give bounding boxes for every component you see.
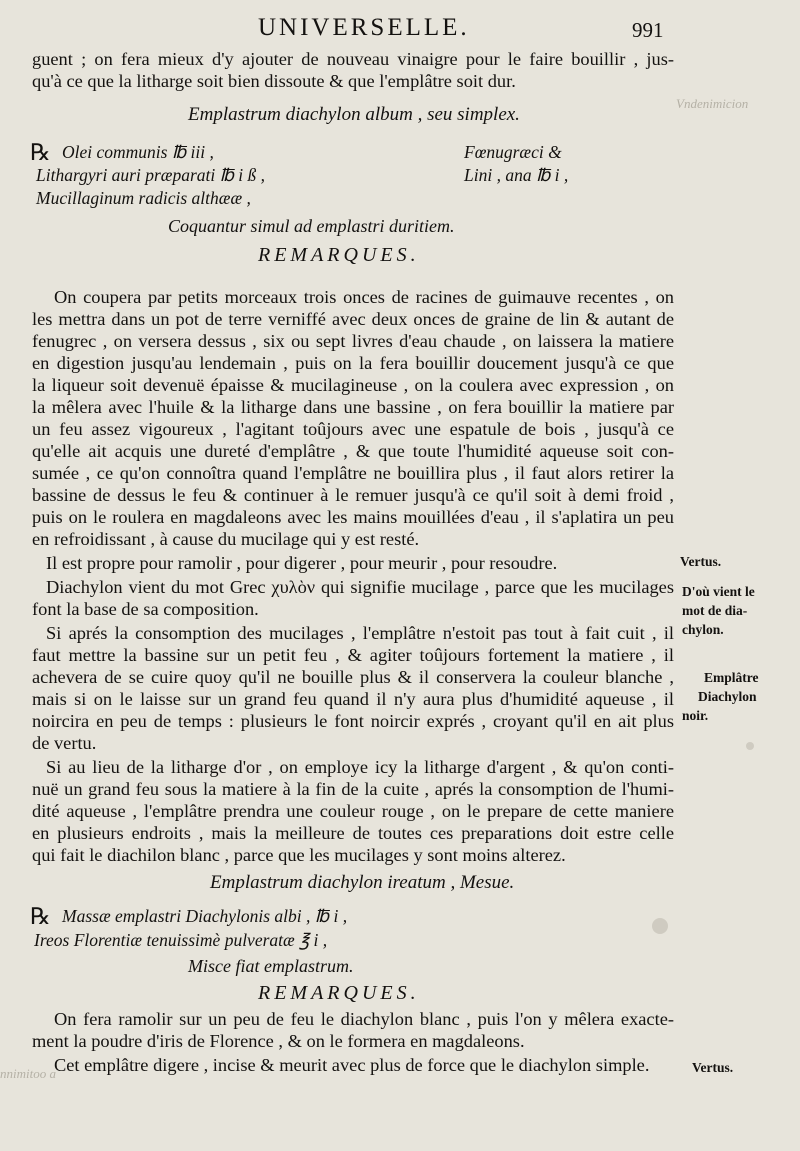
text-line: en plusieurs endroits , mais la meilleure de toutes ces preparations doit estre celle — [32, 823, 674, 843]
text-line: un feu assez vigoureux , l'agitant toûjours avec une espatule de bois , jusqu'à ce — [32, 419, 674, 439]
text-line: sumée , ce qu'on connoîtra quand l'emplâtre ne bouillira plus , il faut alors retirer la — [32, 463, 674, 483]
text-line: nuë un grand feu sous la matiere à la fin de la cuite , aprés la consomption de l'humi- — [32, 779, 674, 799]
page-number: 991 — [632, 18, 664, 42]
text-line: en refroidissant , à cause du mucilage qui y est resté. — [32, 529, 420, 549]
margin-note-vertus: Vertus. — [680, 554, 722, 569]
text-line: qui fait le diachilon blanc , parce que les mucilages y sont moins alterez. — [32, 845, 566, 865]
text-line: On fera ramolir sur un peu de feu le diachylon blanc , puis l'on y mêlera exacte- — [54, 1009, 674, 1029]
text-line: qu'à ce que la litharge soit bien dissoute & que l'emplâtre soit dur. — [32, 71, 516, 91]
text-line: Si au lieu de la litharge d'or , on employe icy la litharge d'argent , & qu'on conti- — [46, 757, 674, 777]
text-line: la mêlera avec l'huile & la litharge dans une bassine , on fera bouillir la matiere par — [32, 397, 674, 417]
text-line: Diachylon vient du mot Grec χυλὸν qui signifie mucilage , parce que les mucilages — [46, 577, 674, 597]
text-line: fenugrec , on versera dessus , six ou sept livres d'eau chaude , on laissera la matiere — [32, 331, 674, 351]
margin-note-vertus: Vertus. — [692, 1060, 734, 1075]
ingredient-line: Ireos Florentiæ tenuissimè pulveratæ ℥ i , — [34, 930, 328, 950]
text-line: de vertu. — [32, 733, 97, 753]
margin-note-origin: chylon. — [682, 622, 724, 637]
recipe-title: Emplastrum diachylon album , seu simplex. — [188, 104, 520, 125]
margin-note-noir: noir. — [682, 708, 709, 723]
text-line: On coupera par petits morceaux trois onces de racines de guimauve recentes , on — [54, 287, 674, 307]
remarques-heading: REMARQUES. — [258, 982, 420, 1004]
text-line: noircira en peu de temps : plusieurs le font noircir exprés , croyant qu'il en ait plus — [32, 711, 674, 731]
text-line: Si aprés la consomption des mucilages , l'emplâtre n'estoit pas tout à fait cuit , il — [46, 623, 674, 643]
margin-note-origin: mot de dia- — [682, 603, 748, 618]
text-line: achevera de se cuire quoy qu'il ne bouille plus & il conservera la couleur blanche , — [32, 667, 674, 687]
margin-note-origin: D'où vient le — [682, 584, 755, 599]
text-line: font la base de sa composition. — [32, 599, 259, 619]
margin-note-noir: Diachylon — [698, 689, 757, 704]
running-head: UNIVERSELLE. — [258, 14, 470, 41]
ingredient-line: Mucillaginum radicis althææ , — [36, 188, 251, 208]
text-line: les mettra dans un pot de terre verniffé avec deux onces de graine de lin & autant de — [32, 309, 674, 329]
text-line: ment la poudre d'iris de Florence , & on le formera en magdaleons. — [32, 1031, 525, 1051]
recipe-title: Emplastrum diachylon ireatum , Mesue. — [210, 872, 515, 893]
ingredient-line: Massæ emplastri Diachylonis albi , ℔ i , — [62, 906, 348, 926]
rx-symbol: ℞ — [30, 904, 51, 929]
text-line: qu'elle ait acquis une dureté d'emplâtre , & que toute l'humidité aqueuse soit con- — [32, 441, 674, 461]
ingredient-line: Lithargyri auri præparati ℔ i ß , — [36, 165, 266, 185]
rx-symbol: ℞ — [30, 140, 51, 165]
text-line: faut mettre la bassine sur un petit feu , & agiter toûjours fortement la matiere , il — [32, 645, 674, 665]
recipe-instruction: Misce fiat emplastrum. — [188, 956, 354, 976]
ingredient-line: Fœnugræci & — [464, 142, 562, 162]
text-line: la liqueur soit devenuë épaisse & mucilagineuse , on la coulera avec expression , on — [32, 375, 674, 395]
text-line: en digestion jusqu'au lendemain , puis on la fera bouillir doucement jusqu'à ce que — [32, 353, 674, 373]
page-stain — [746, 742, 754, 750]
text-line: Cet emplâtre digere , incise & meurit avec plus de force que le diachylon simple. — [54, 1055, 650, 1075]
text-line: guent ; on fera mieux d'y ajouter de nouveau vinaigre pour le faire bouillir , jus- — [32, 49, 674, 69]
remarques-heading: REMARQUES. — [258, 244, 420, 266]
margin-note-noir: Emplâtre — [704, 670, 759, 685]
text-line: dité aqueuse , l'emplâtre prendra une couleur rouge , on le prepare de cette maniere — [32, 801, 674, 821]
bleed-through-text: nnimitoo a — [0, 1066, 56, 1081]
bleed-through-text: Vndenimicion — [676, 96, 749, 111]
text-line: Il est propre pour ramolir , pour digerer , pour meurir , pour resoudre. — [46, 553, 558, 573]
ingredient-line: Olei communis ℔ iii , — [62, 142, 214, 162]
text-line: mais si on le laisse sur un grand feu quand il n'y aura plus d'humidité aqueuse , il — [32, 689, 674, 709]
ingredient-line: Lini , ana ℔ i , — [464, 165, 569, 185]
text-line: bassine de dessus le feu & continuer à le remuer jusqu'à ce qu'il soit à demi froid , — [32, 485, 674, 505]
recipe-instruction: Coquantur simul ad emplastri duritiem. — [168, 216, 455, 236]
page-stain — [652, 918, 668, 934]
text-line: puis on le roulera en magdaleons avec les mains mouillées d'eau , il s'aplatira un peu — [32, 507, 674, 527]
